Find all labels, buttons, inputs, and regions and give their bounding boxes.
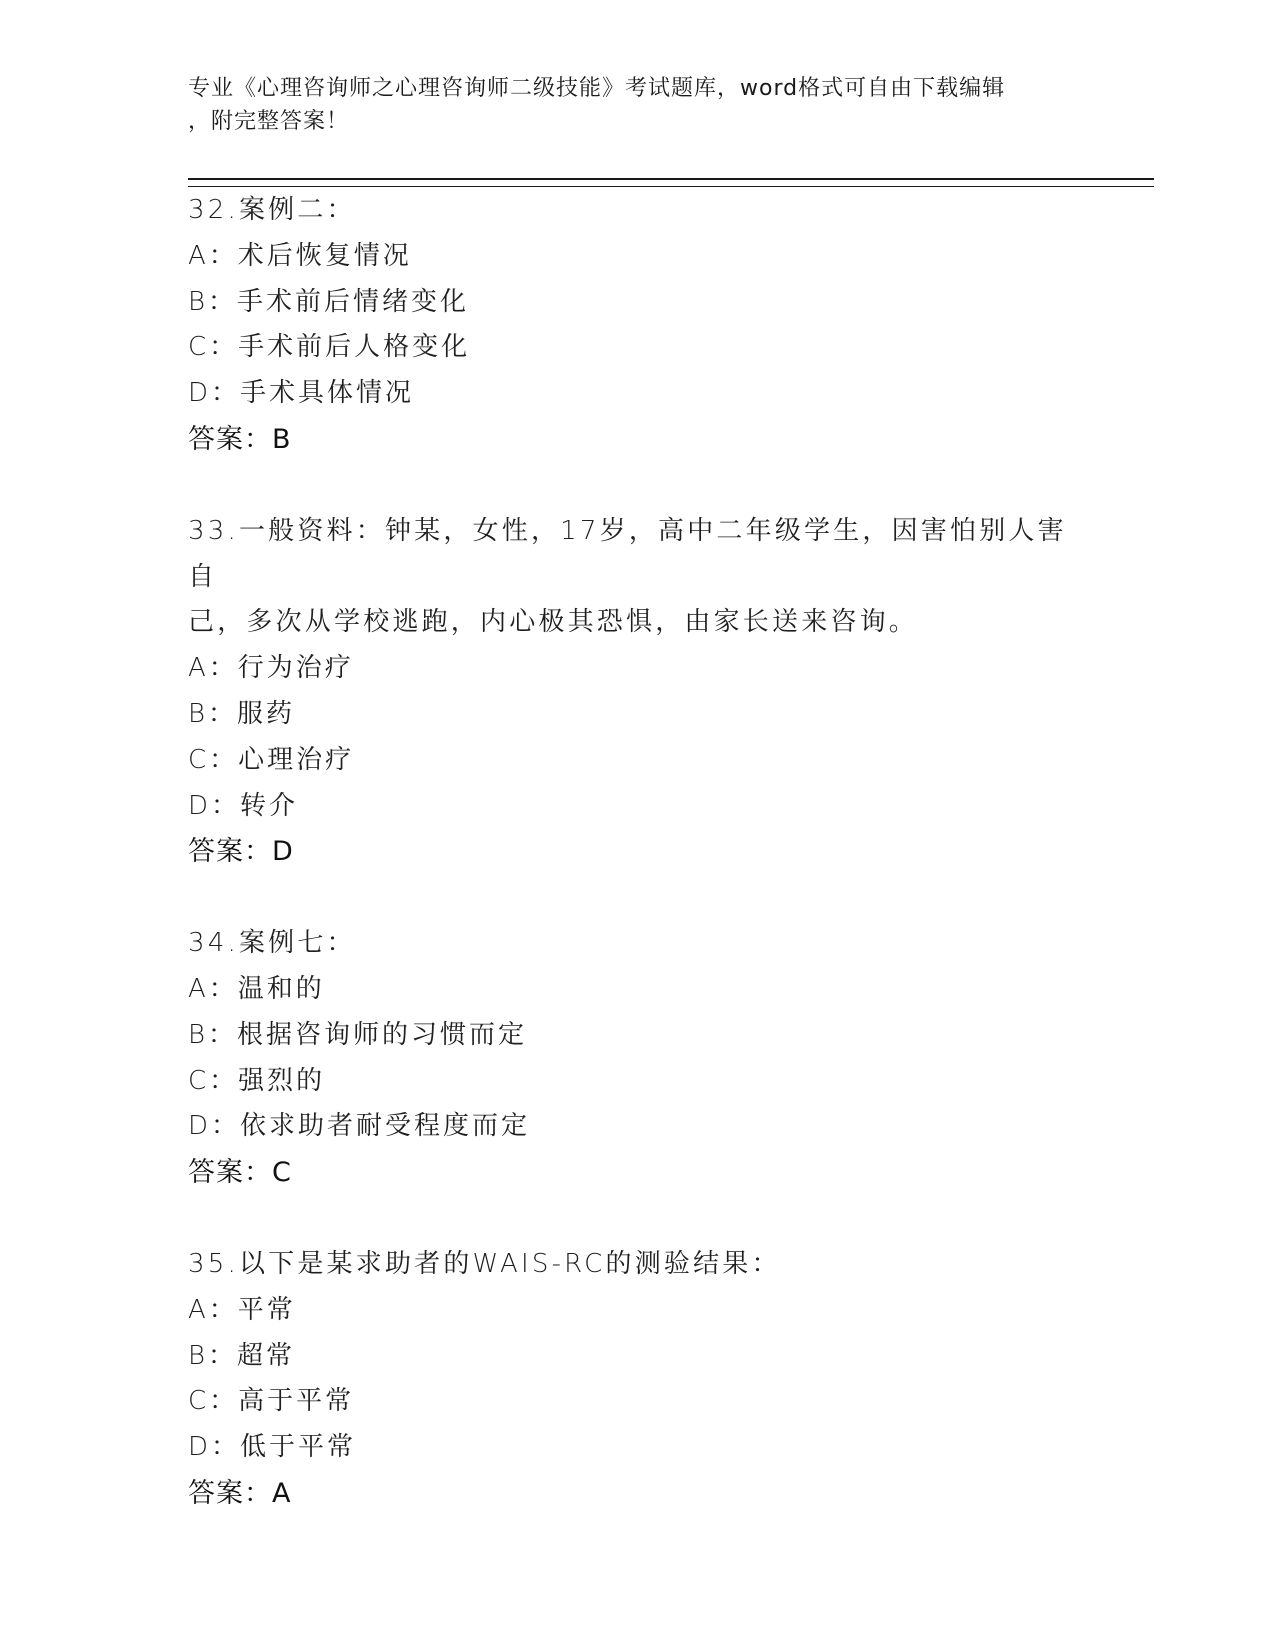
question-stem: 34.案例七： xyxy=(188,928,356,959)
document-header xyxy=(188,72,1068,138)
option-b: B：超常 xyxy=(188,1340,296,1371)
answer-label: 答案：C xyxy=(188,1157,292,1189)
option-d: D：手术具体情况 xyxy=(188,378,415,409)
question-stem: 32.案例二： xyxy=(188,195,356,225)
option-c: C：强烈的 xyxy=(188,1065,326,1096)
option-c: C：手术前后人格变化 xyxy=(188,332,471,363)
option-a: A：术后恢复情况 xyxy=(188,240,412,271)
question-35 xyxy=(188,1242,1088,1517)
option-d: D：低于平常 xyxy=(188,1432,357,1463)
header-divider xyxy=(188,178,1154,187)
answer-label: 答案：B xyxy=(188,423,292,455)
option-a: A：温和的 xyxy=(188,973,325,1004)
question-list xyxy=(188,188,1088,1563)
answer-label: 答案：A xyxy=(188,1477,292,1509)
header-line-2: ，附完整答案！ xyxy=(188,109,350,134)
option-a: A：行为治疗 xyxy=(188,653,354,684)
option-d: D：转介 xyxy=(188,790,299,821)
option-b: B：手术前后情绪变化 xyxy=(188,286,470,317)
question-33 xyxy=(188,509,1088,875)
question-stem: 35.以下是某求助者的WAIS-RC的测验结果： xyxy=(188,1248,781,1279)
header-line-1: 专业《心理咨询师之心理咨询师二级技能》考试题库，word格式可自由下载编辑 xyxy=(188,76,1006,101)
option-c: C：高于平常 xyxy=(188,1386,355,1417)
option-c: C：心理治疗 xyxy=(188,744,355,775)
question-32 xyxy=(188,188,1088,463)
option-d: D：依求助者耐受程度而定 xyxy=(188,1111,531,1142)
question-34 xyxy=(188,921,1088,1196)
question-stem-line-1: 33.一般资料：钟某，女性，17岁，高中二年级学生，因害怕别人害自 xyxy=(188,515,1067,592)
answer-label: 答案：D xyxy=(188,836,294,868)
question-stem-line-2: 己，多次从学校逃跑，内心极其恐惧，由家长送来咨询。 xyxy=(188,607,919,638)
option-a: A：平常 xyxy=(188,1294,296,1325)
option-b: B：根据咨询师的习惯而定 xyxy=(188,1019,528,1050)
option-b: B：服药 xyxy=(188,698,296,729)
